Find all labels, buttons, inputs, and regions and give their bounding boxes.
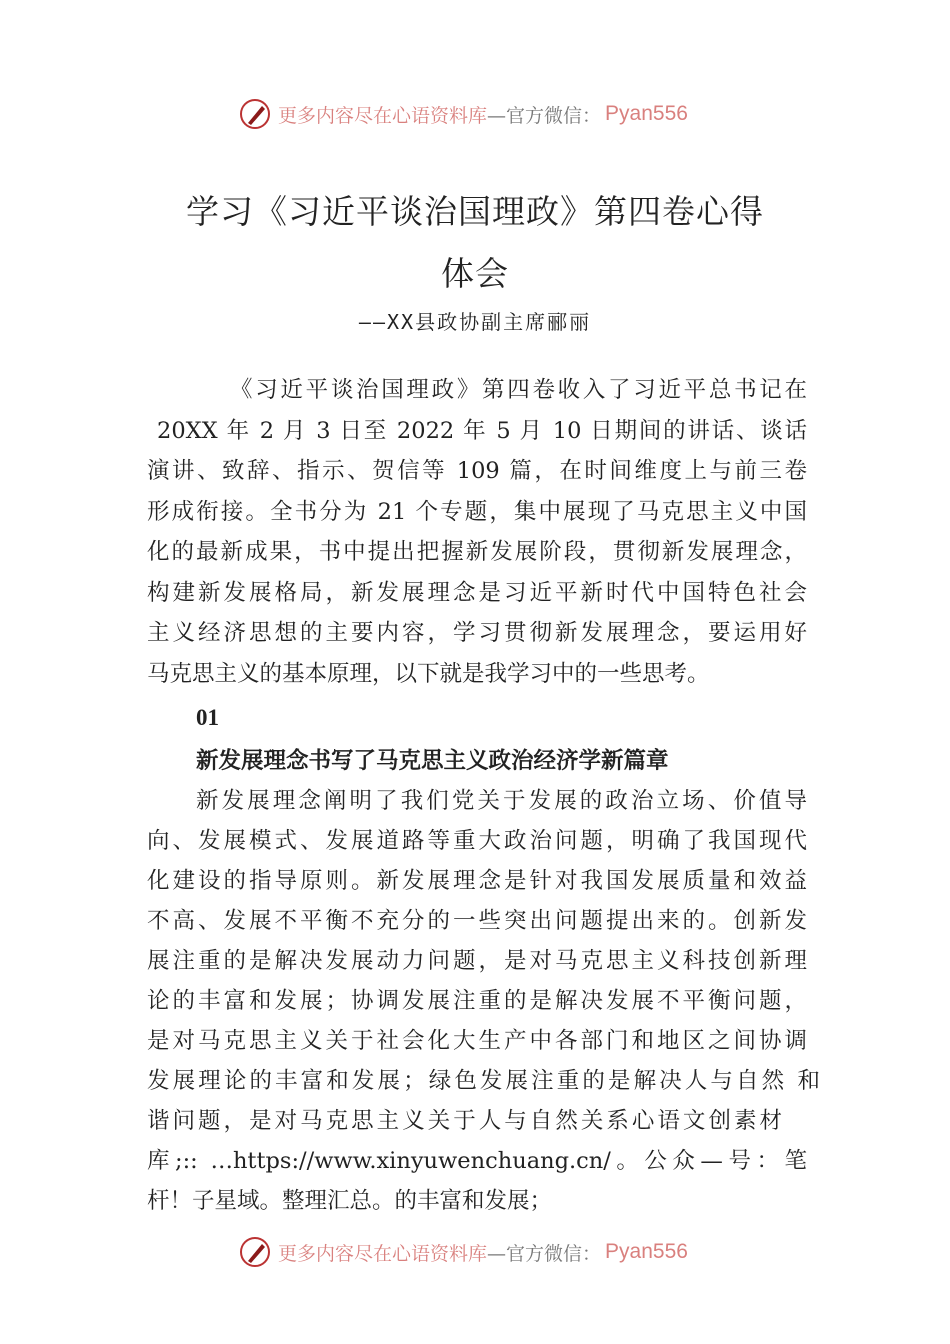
watermark-wechat-id: Pyan556	[605, 1240, 688, 1263]
text-line: 构建新发展格局，新发展理念是习近平新时代中国特色社会	[147, 579, 807, 606]
watermark-text-2: —官方微信：	[487, 104, 602, 127]
text-line: 化建设的指导原则。新发展理念是针对我国发展质量和效益	[147, 868, 807, 894]
text-line: 20XX 年 2 月 3 日至 2022 年 5 月 10 日期间的讲话、谈话	[157, 417, 807, 444]
pen-logo-icon	[238, 1235, 272, 1269]
text-line: 库;:: …https://www.xinyuwenchuang.cn/。公众—号：笔	[147, 1148, 807, 1174]
text-line: 展注重的是解决发展动力问题，是对马克思主义科技创新理	[147, 948, 807, 974]
text-line: 马克思主义的基本原理，以下就是我学习中的一些思考。	[147, 660, 710, 687]
pen-logo-icon	[238, 97, 272, 131]
text-line: 向、发展模式、发展道路等重大政治问题，明确了我国现代	[147, 828, 807, 854]
watermark-wechat-id: Pyan556	[605, 102, 688, 125]
doc-subtitle: ——XX县政协副主席郦丽	[358, 310, 592, 334]
doc-title-line2: 体会	[441, 254, 509, 293]
watermark-text-2: —官方微信：	[487, 1242, 602, 1265]
text-line: 主义经济思想的主要内容，学习贯彻新发展理念，要运用好	[147, 620, 807, 646]
text-line: 是对马克思主义关于社会化大生产中各部门和地区之间协调	[147, 1028, 807, 1054]
doc-title-line1: 学习《习近平谈治国理政》第四卷心得	[186, 192, 764, 231]
text-line: 杆！子星域。整理汇总。的丰富和发展；	[147, 1188, 553, 1214]
watermark-footer	[238, 1234, 688, 1270]
section-heading: 新发展理念书写了马克思主义政治经济学新篇章	[196, 748, 669, 774]
text-line: 《习近平谈治国理政》第四卷收入了习近平总书记在	[230, 377, 807, 403]
text-line: 化的最新成果，书中提出把握新发展阶段，贯彻新发展理念，	[147, 539, 807, 565]
section-number: 01	[196, 705, 219, 730]
watermark-text-1: 更多内容尽在心语资料库	[278, 104, 488, 127]
text-line: 不高、发展不平衡不充分的一些突出问题提出来的。创新发	[147, 908, 807, 934]
text-line: 新发展理念阐明了我们党关于发展的政治立场、价值导	[196, 788, 807, 814]
text-line: 发展理论的丰富和发展；绿色发展注重的是解决人与自然 和	[147, 1068, 820, 1094]
watermark-header	[238, 96, 688, 132]
text-line: 论的丰富和发展；协调发展注重的是解决发展不平衡问题，	[147, 988, 807, 1014]
watermark-text-1: 更多内容尽在心语资料库	[278, 1242, 488, 1265]
text-line: 谐问题，是对马克思主义关于人与自然关系心语文创素材	[147, 1108, 782, 1134]
text-line: 演讲、致辞、指示、贺信等 109 篇，在时间维度上与前三卷	[147, 458, 807, 484]
text-line: 形成衔接。全书分为 21 个专题，集中展现了马克思主义中国	[147, 498, 807, 525]
